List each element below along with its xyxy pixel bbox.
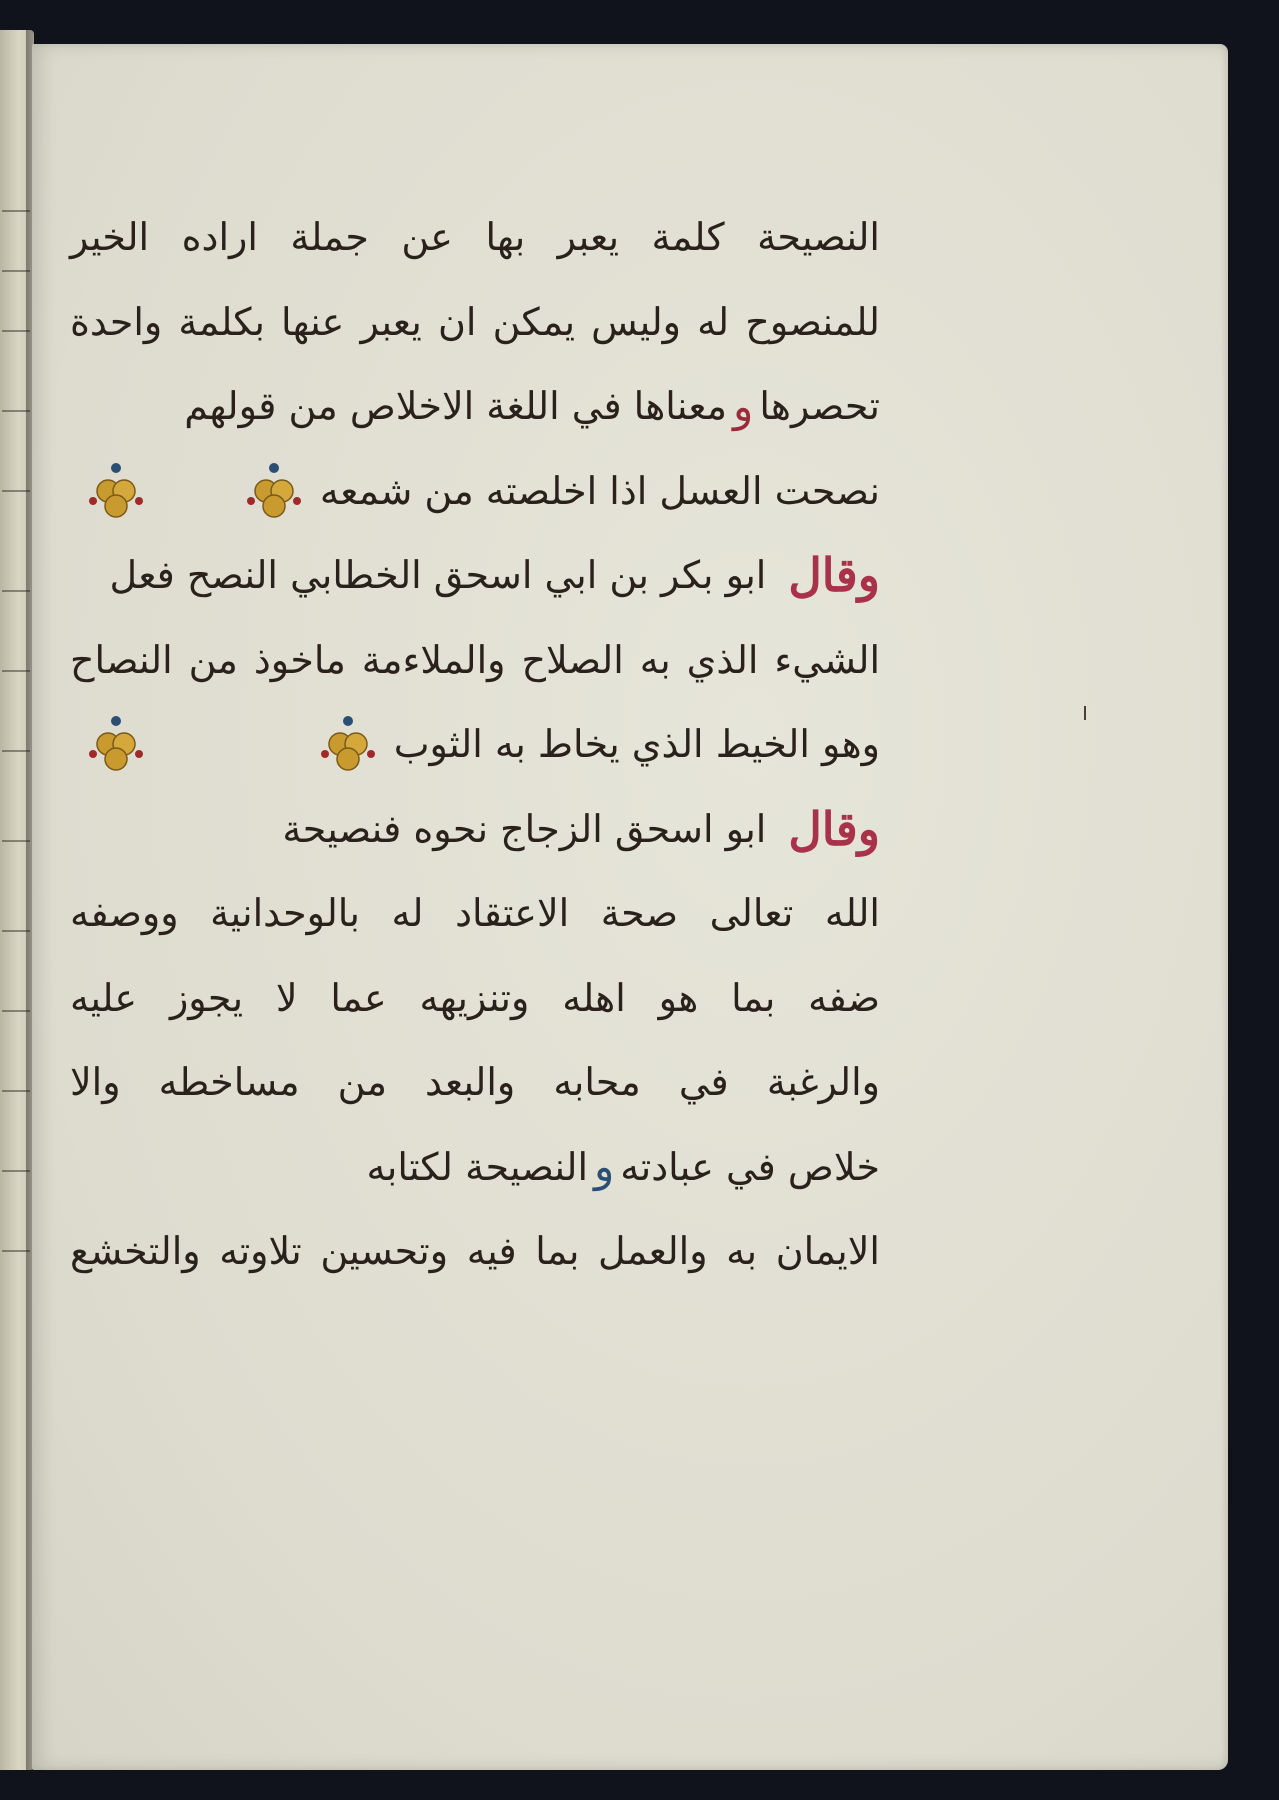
text-line	[70, 1125, 880, 1210]
line-text: ابو اسحق الزجاج نحوه فنصيحة	[282, 806, 767, 851]
text-line	[70, 618, 880, 703]
text-line	[70, 956, 880, 1041]
rubric-heading: وقال	[788, 548, 880, 603]
line-text: الايمان به والعمل بما فيه وتحسين تلاوته والتخشع	[70, 1229, 880, 1274]
text-line	[70, 787, 880, 872]
text-line	[70, 364, 880, 449]
line-text: ابو بكر بن ابي اسحق الخطابي النصح فعل	[109, 553, 767, 598]
text-line	[70, 195, 880, 280]
line-text: وهو الخيط الذي يخاط به الثوب	[393, 722, 880, 767]
text-line	[70, 702, 880, 787]
line-text: النصيحة كلمة يعبر بها عن جملة اراده الخير	[70, 215, 880, 260]
verse-marker-icon	[320, 712, 376, 776]
line-text: النصيحة لكتابه	[366, 1144, 588, 1189]
line-text: ضفه بما هو اهله وتنزيهه عما لا يجوز عليه	[70, 975, 880, 1020]
rubric-heading: وقال	[788, 801, 880, 856]
text-line	[70, 449, 880, 534]
line-text: والرغبة في محابه والبعد من مساخطه والا	[70, 1060, 880, 1105]
text-block	[70, 195, 880, 1294]
line-text: للمنصوح له وليس يمكن ان يعبر عنها بكلمة واحدة	[70, 299, 880, 344]
red-waw: و	[733, 381, 754, 431]
verse-marker-icon	[88, 712, 144, 776]
text-line	[70, 280, 880, 365]
line-text: الله تعالى صحة الاعتقاد له بالوحدانية ووصفه	[70, 891, 880, 936]
blue-waw: و	[594, 1142, 615, 1192]
text-line	[70, 1209, 880, 1294]
verse-marker-icon	[88, 459, 144, 523]
verse-marker-icon	[246, 459, 302, 523]
text-line	[70, 533, 880, 618]
line-text: خلاص في عبادته	[620, 1144, 880, 1189]
margin-mark	[1084, 706, 1086, 720]
text-line	[70, 871, 880, 956]
line-text: تحصرها	[759, 384, 880, 429]
line-text: معناها في اللغة الاخلاص من قولهم	[184, 384, 728, 429]
line-text: نصحت العسل اذا اخلصته من شمعه	[319, 468, 880, 513]
line-text: الشيء الذي به الصلاح والملاءمة ماخوذ من النصاح	[70, 637, 880, 682]
text-line	[70, 1040, 880, 1125]
